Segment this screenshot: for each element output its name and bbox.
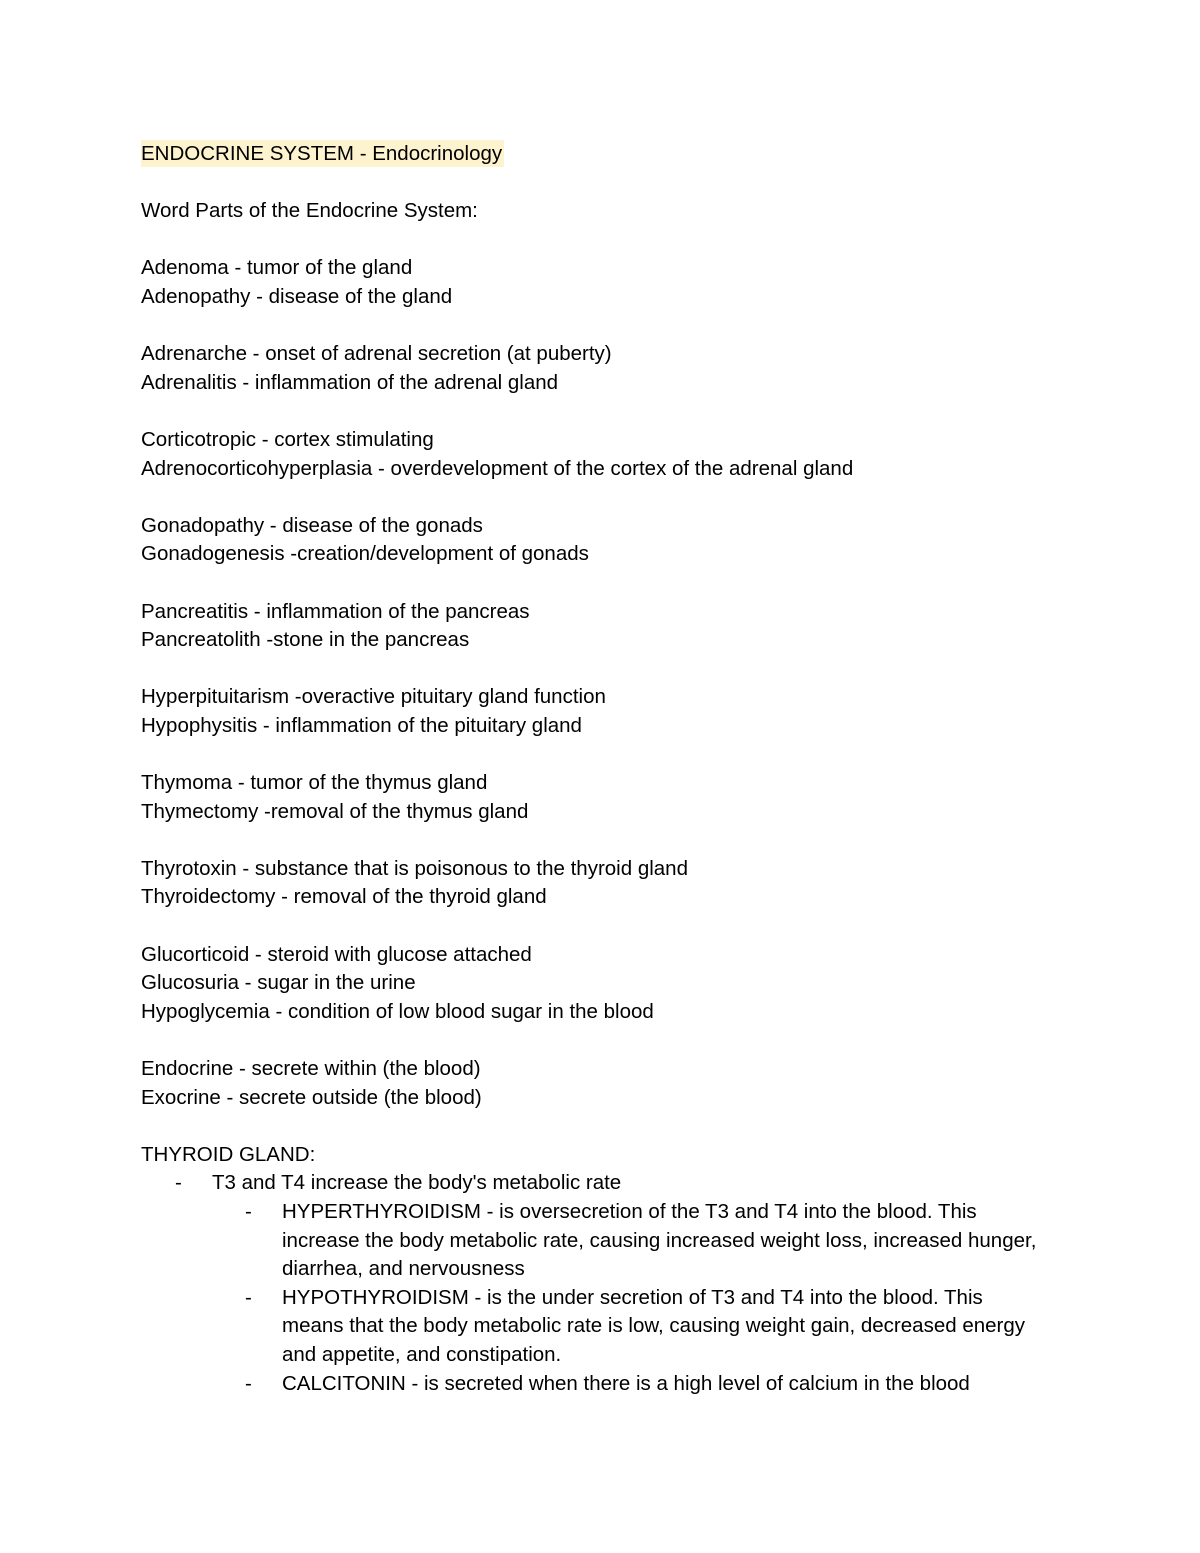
dash-bullet: - <box>245 1371 252 1395</box>
sub-bullet-text: HYPERTHYROIDISM - is oversecretion of the T3 and T4 into the blood. This increase the body metabolic rate, causing increased weight loss, increased hunger, diarrhea, and nervousness <box>282 1199 1037 1281</box>
term-line: Adenopathy - disease of the gland <box>141 284 453 308</box>
blank-line <box>141 1026 1041 1055</box>
dash-bullet: - <box>245 1199 252 1223</box>
sub-bullet-item <box>141 1198 1042 1284</box>
page-title: ENDOCRINE SYSTEM - Endocrinology <box>141 142 503 165</box>
dash-bullet: - <box>175 1171 182 1195</box>
sub-bullet-text: CALCITONIN - is secreted when there is a high level of calcium in the blood <box>282 1371 970 1395</box>
blank-line <box>141 569 1041 598</box>
term-line: Hypoglycemia - condition of low blood sugar in the blood <box>141 999 654 1023</box>
term-line: Hypophysitis - inflammation of the pituitary gland <box>141 713 582 737</box>
term-line: Adrenalitis - inflammation of the adrenal gland <box>141 370 559 394</box>
term-line: Adrenocorticohyperplasia - overdevelopment of the cortex of the adrenal gland <box>141 456 854 480</box>
section-subtitle: Word Parts of the Endocrine System: <box>141 199 478 223</box>
blank-line <box>141 169 1041 198</box>
sub-bullet-item <box>141 1370 1042 1399</box>
document-body <box>141 140 1041 1398</box>
term-line: Thyrotoxin - substance that is poisonous to the thyroid gland <box>141 856 688 880</box>
term-line: Exocrine - secrete outside (the blood) <box>141 1085 482 1109</box>
term-line: Hyperpituitarism -overactive pituitary gland function <box>141 685 606 709</box>
term-line: Adenoma - tumor of the gland <box>141 256 413 280</box>
bullet-item <box>141 1169 1041 1198</box>
term-line: Gonadopathy - disease of the gonads <box>141 513 483 537</box>
blank-line <box>141 312 1041 341</box>
blank-line <box>141 397 1041 426</box>
term-line: Adrenarche - onset of adrenal secretion (at puberty) <box>141 342 612 366</box>
term-line: Pancreatolith -stone in the pancreas <box>141 628 470 652</box>
blank-line <box>141 826 1041 855</box>
term-line: Thyroidectomy - removal of the thyroid gland <box>141 885 547 909</box>
sub-bullet-item <box>141 1284 1042 1370</box>
term-line: Thymoma - tumor of the thymus gland <box>141 771 488 795</box>
term-line: Gonadogenesis -creation/development of gonads <box>141 542 589 566</box>
term-line: Thymectomy -removal of the thymus gland <box>141 799 529 823</box>
term-line: Endocrine - secrete within (the blood) <box>141 1057 481 1080</box>
title-line <box>141 140 1041 169</box>
bullet-text: T3 and T4 increase the body's metabolic rate <box>212 1171 622 1195</box>
thyroid-heading: THYROID GLAND: <box>141 1142 316 1166</box>
blank-line <box>141 655 1041 684</box>
term-line: Corticotropic - cortex stimulating <box>141 427 434 451</box>
blank-line <box>141 912 1041 941</box>
blank-line <box>141 1112 1041 1141</box>
blank-line <box>141 226 1041 255</box>
dash-bullet: - <box>245 1285 252 1309</box>
sub-bullet-text: HYPOTHYROIDISM - is the under secretion of T3 and T4 into the blood. This means that the body metabolic rate is low, causing weight gain, decreased energy and appetite, and constipation. <box>282 1285 1025 1366</box>
term-line: Glucosuria - sugar in the urine <box>141 971 416 995</box>
blank-line <box>141 483 1041 512</box>
term-line: Pancreatitis - inflammation of the pancreas <box>141 599 530 623</box>
blank-line <box>141 740 1041 769</box>
term-line: Glucorticoid - steroid with glucose attached <box>141 942 532 966</box>
